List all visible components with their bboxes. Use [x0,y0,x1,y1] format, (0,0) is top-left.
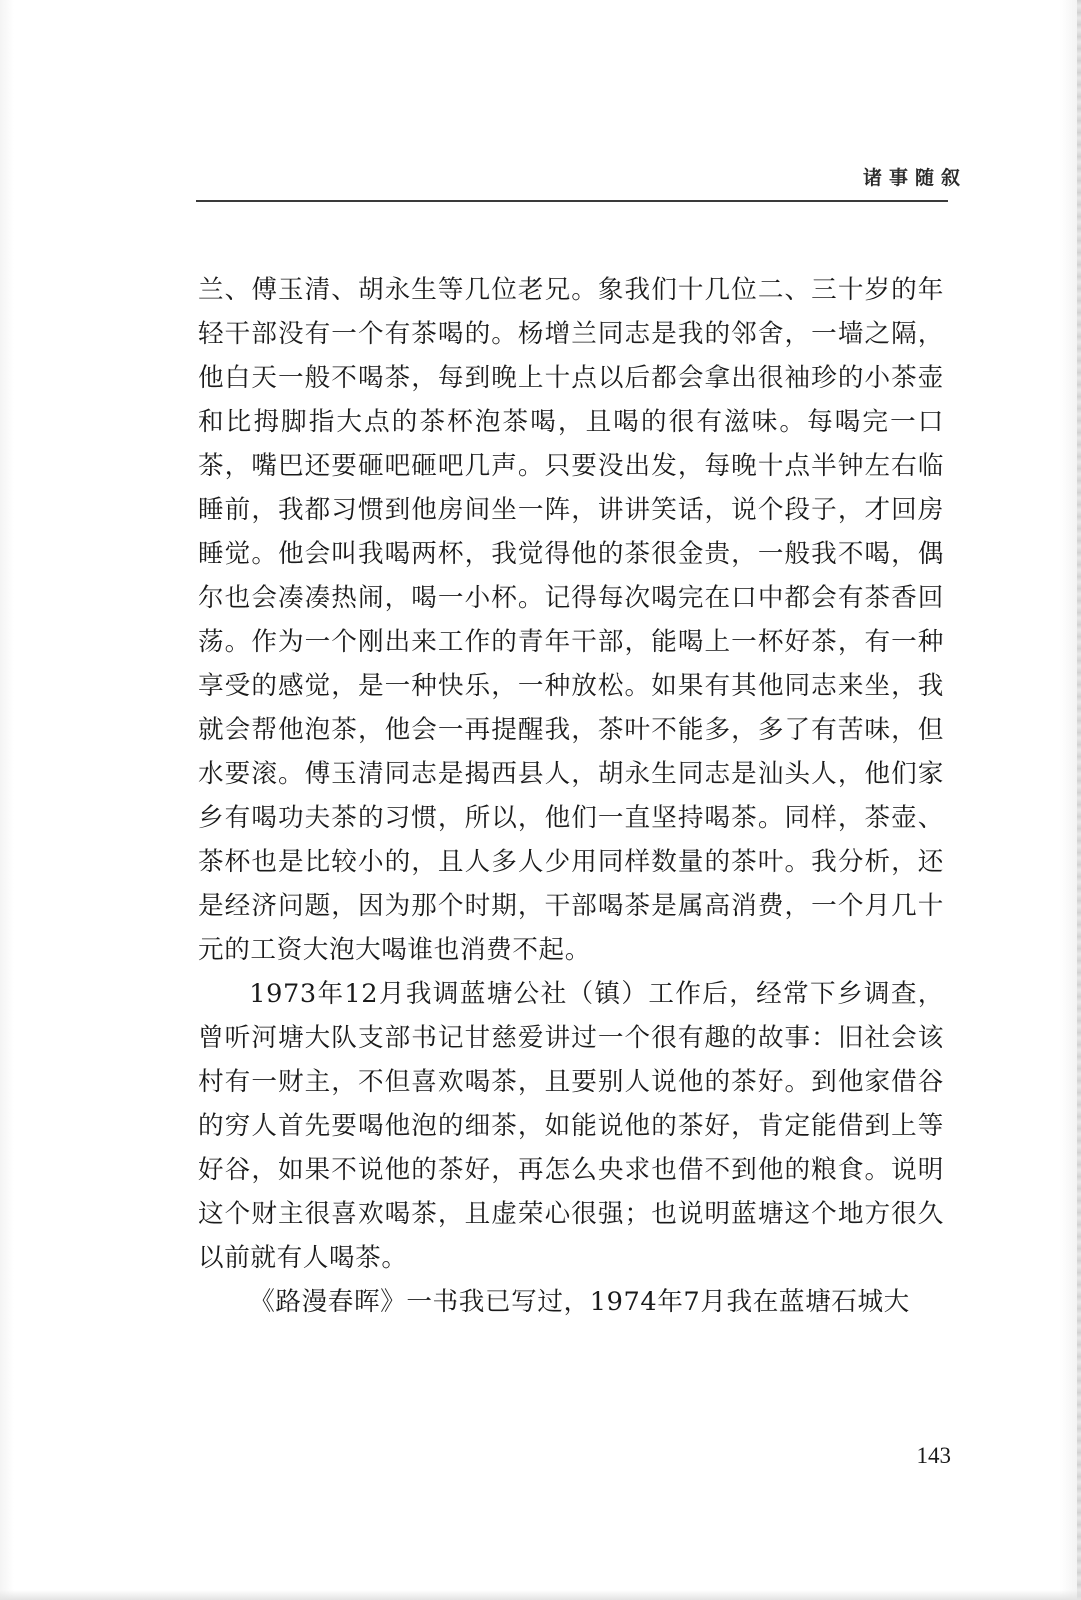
scan-bottom-shade [0,1590,1081,1600]
running-header: 诸事随叙 [862,167,967,189]
paragraph: 1973年12月我调蓝塘公社（镇）工作后，经常下乡调查，曾听河塘大队支部书记甘慈爱讲过一个很有趣的故事：旧社会该村有一财主，不但喜欢喝茶，且要别人说他的茶好。到他家借谷的穷人首先要喝他泡的细茶，如能说他的茶好，肯定能借到上等好谷，如果不说他的茶好，再怎么央求也借不到他的粮食。说明这个财主很喜欢喝茶，且虚荣心很强；也说明蓝塘这个地方很久以前就有人喝茶。 [198,979,944,1273]
scan-edge [1077,0,1081,1600]
paragraph: 《路漫春晖》一书我已写过，1974年7月我在蓝塘石城大 [249,1287,910,1317]
body-text [198,268,944,1324]
header-rule [196,200,948,202]
paragraph-continued: 兰、傅玉清、胡永生等几位老兄。象我们十几位二、三十岁的年轻干部没有一个有茶喝的。杨增兰同志是我的邻舍，一墙之隔，他白天一般不喝茶，每到晚上十点以后都会拿出很袖珍的小茶壶和比拇脚指大点的茶杯泡茶喝，且喝的很有滋味。每喝完一口茶，嘴巴还要砸吧砸吧几声。只要没出发，每晚十点半钟左右临睡前，我都习惯到他房间坐一阵，讲讲笑话，说个段子，才回房睡觉。他会叫我喝两杯，我觉得他的茶很金贵，一般我不喝，偶尔也会凑凑热闹，喝一小杯。记得每次喝完在口中都会有茶香回荡。作为一个刚出来工作的青年干部，能喝上一杯好茶，有一种享受的感觉，是一种快乐，一种放松。如果有其他同志来坐，我就会帮他泡茶，他会一再提醒我，茶叶不能多，多了有苦味，但水要滚。傅玉清同志是揭西县人，胡永生同志是汕头人，他们家乡有喝功夫茶的习惯，所以，他们一直坚持喝茶。同样，茶壶、茶杯也是比较小的，且人多人少用同样数量的茶叶。我分析，还是经济问题，因为那个时期，干部喝茶是属高消费，一个月几十元的工资大泡大喝谁也消费不起。 [198,275,944,965]
page-number: 143 [916,1443,951,1468]
